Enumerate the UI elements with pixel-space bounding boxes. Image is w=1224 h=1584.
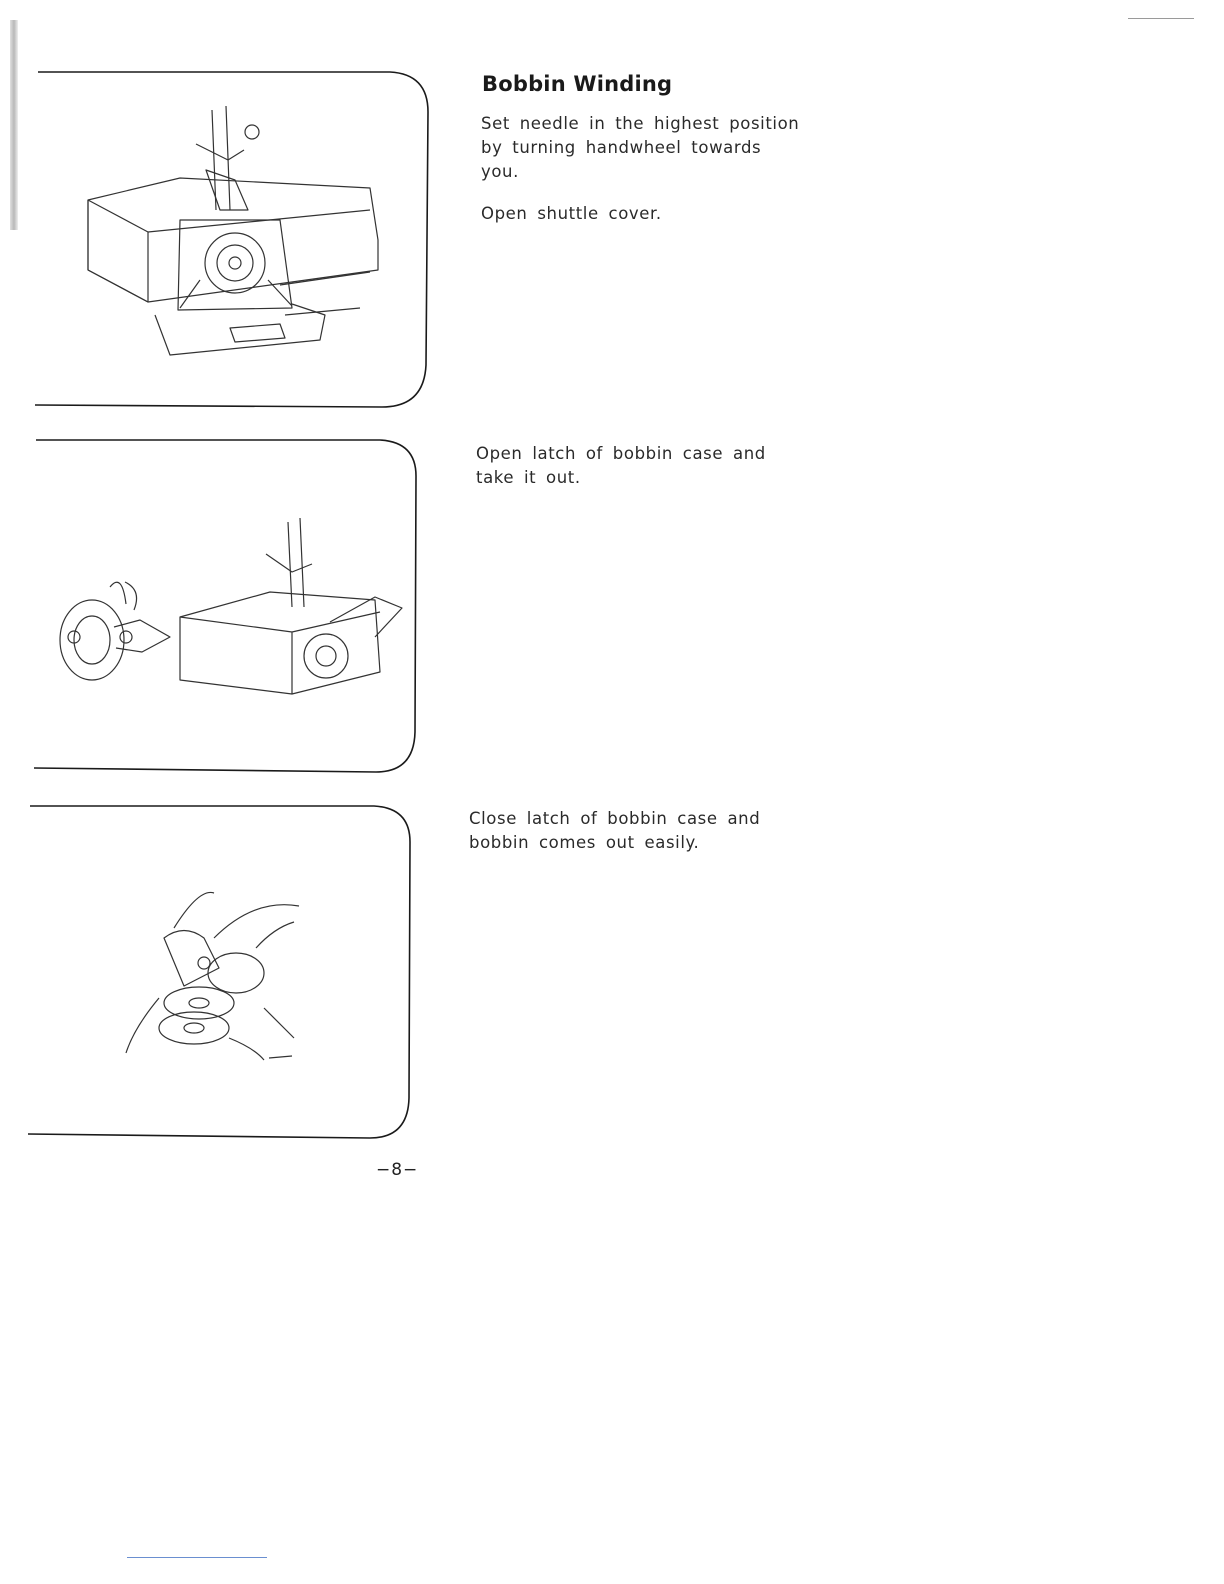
- step-set-needle-text: [481, 112, 799, 184]
- binding-shadow: [10, 20, 18, 230]
- step-open-shuttle-cover-text: [481, 202, 662, 226]
- scan-edge-line: [1128, 18, 1194, 19]
- page-number: −8−: [376, 1160, 419, 1180]
- illustration-panel-2: [30, 432, 428, 780]
- step-close-latch-text: [469, 807, 760, 855]
- step-text-line: by turning handwheel towards: [481, 138, 762, 157]
- step-text-line: bobbin comes out easily.: [469, 833, 700, 852]
- scan-bottom-line: [127, 1557, 267, 1558]
- step-text-line: Close latch of bobbin case and: [469, 809, 761, 828]
- hands-removing-bobbin-icon: [24, 798, 422, 1144]
- illustration-panel-3: [24, 798, 422, 1144]
- step-text-line: Set needle in the highest position: [481, 114, 800, 133]
- step-text-line: Open latch of bobbin case and: [476, 444, 766, 463]
- illustration-panel-1: [30, 60, 440, 412]
- step-text-line: Open shuttle cover.: [481, 204, 662, 223]
- bobbin-case-removed-icon: [30, 432, 428, 780]
- step-text-line: take it out.: [476, 468, 581, 487]
- step-open-latch-text: [476, 442, 766, 490]
- section-title: Bobbin Winding: [482, 72, 673, 96]
- sewing-machine-open-shuttle-cover-icon: [30, 60, 440, 412]
- step-text-line: you.: [481, 162, 519, 181]
